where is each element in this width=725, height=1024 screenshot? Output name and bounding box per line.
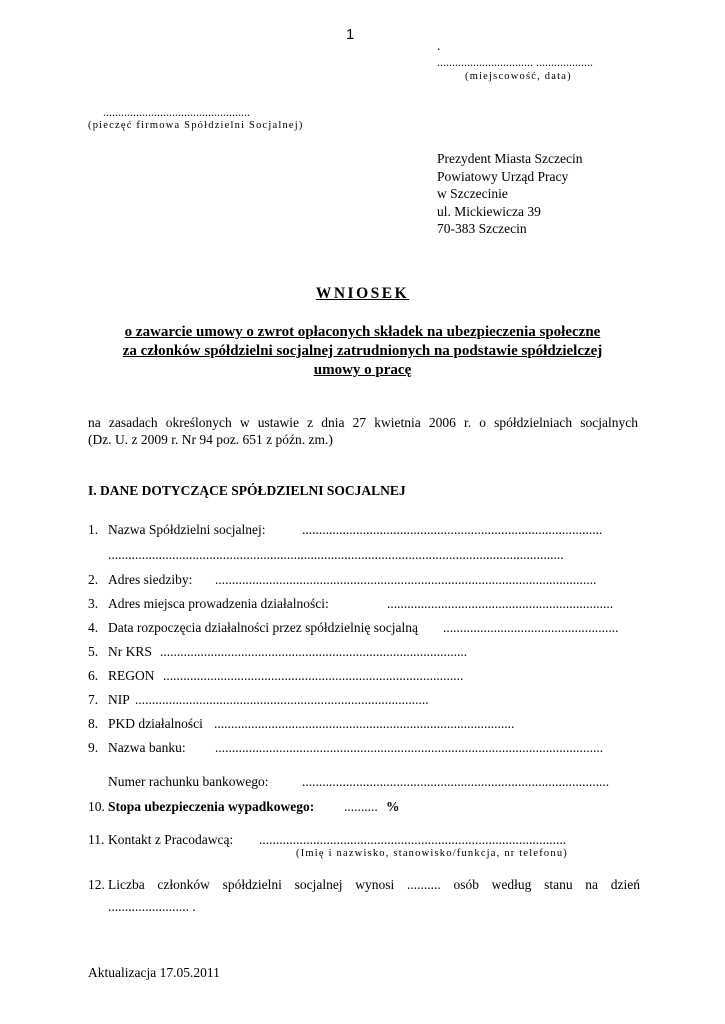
dot-mark: .	[437, 38, 441, 53]
addressee-line: ul. Mickiewicza 39	[437, 203, 541, 219]
subtitle-line: o zawarcie umowy o zwrot opłaconych składek na ubezpieczenia społeczne	[124, 324, 601, 340]
item-number: 12.	[88, 877, 105, 892]
item-label: Kontakt z Pracodawcą:	[108, 832, 234, 847]
stamp-field[interactable]: .................................................	[103, 105, 250, 119]
nip-field[interactable]: .......................................................................................	[135, 692, 429, 707]
addressee-line: 70-383 Szczecin	[437, 221, 527, 236]
item-number: 11.	[88, 832, 105, 847]
item-label: Data rozpoczęcia działalności przez spółdzielnię socjalną	[108, 620, 418, 635]
item-number: 10.	[88, 799, 105, 814]
item-label: Adres siedziby:	[108, 572, 193, 587]
item-label: REGON	[108, 668, 155, 683]
legal-basis-line1: na zasadach określonych w ustawie z dnia 27 kwietnia 2006 r. o spółdzielniach socjalnych	[88, 415, 638, 430]
update-note: Aktualizacja 17.05.2011	[88, 965, 220, 980]
company-name-field[interactable]: .........................................................................................	[302, 522, 603, 537]
employer-contact-field[interactable]: ...........................................................................................	[259, 832, 567, 847]
item-number: 1.	[88, 522, 99, 537]
section-heading: I. DANE DOTYCZĄCE SPÓŁDZIELNI SOCJALNEJ	[88, 483, 406, 498]
item-label: PKD działalności	[108, 716, 203, 731]
item-number: 4.	[88, 620, 99, 635]
addressee-line: Powiatowy Urząd Pracy	[437, 168, 569, 184]
document-subtitle	[0, 323, 725, 380]
address-field[interactable]: .................................................................................................................	[215, 572, 597, 587]
document-title: WNIOSEK	[315, 285, 410, 302]
item-number: 7.	[88, 692, 99, 707]
item-label: Nazwa Spółdzielni socjalnej:	[108, 522, 266, 537]
addressee-block	[437, 150, 582, 238]
legal-basis-line2: (Dz. U. z 2009 r. Nr 94 poz. 651 z późn. zm.)	[88, 432, 333, 447]
item-label: NIP	[108, 692, 130, 707]
item-label: Numer rachunku bankowego:	[108, 774, 269, 789]
item-number: 6.	[88, 668, 99, 683]
subtitle-line: umowy o pracę	[313, 362, 412, 378]
place-date-field[interactable]: ................................ ...................	[437, 55, 593, 69]
item-label: Adres miejsca prowadzenia działalności:	[108, 596, 329, 611]
stamp-label: (pieczęć firmowa Spółdzielni Socjalnej)	[88, 120, 304, 131]
contact-caption: (Imię i nazwisko, stanowisko/funkcja, nr telefonu)	[296, 848, 568, 859]
business-address-field[interactable]: ...................................................................	[387, 596, 614, 611]
item-number: 9.	[88, 740, 99, 755]
accident-rate-field[interactable]: ..........	[344, 799, 378, 814]
start-date-field[interactable]: ....................................................	[443, 620, 619, 635]
item-label: Nazwa banku:	[108, 740, 186, 755]
krs-field[interactable]: ...........................................................................................	[160, 644, 468, 659]
place-date-label: (miejscowość, data)	[465, 71, 572, 82]
members-count-label: Liczba członków spółdzielni socjalnej wynosi .......... osób według stanu na dzień	[108, 877, 640, 892]
item-number: 2.	[88, 572, 99, 587]
addressee-line: w Szczecinie	[437, 186, 508, 201]
company-name-field-continued[interactable]: .......................................................................................................................................	[108, 547, 564, 562]
bank-account-field[interactable]: ...........................................................................................	[302, 774, 610, 789]
regon-field[interactable]: .........................................................................................	[163, 668, 464, 683]
addressee-line: Prezydent Miasta Szczecin	[437, 151, 583, 166]
subtitle-line: za członków spółdzielni socjalnej zatrudnionych na podstawie spółdzielczej	[122, 343, 603, 359]
item-number: 8.	[88, 716, 99, 731]
members-date-field[interactable]: ........................ .	[108, 899, 196, 914]
item-number: 5.	[88, 644, 99, 659]
item-label: Stopa ubezpieczenia wypadkowego:	[108, 799, 315, 814]
bank-name-field[interactable]: ...................................................................................................................	[215, 740, 604, 755]
percent-sign: %	[386, 799, 400, 814]
item-label: Nr KRS	[108, 644, 152, 659]
page-number: 1	[346, 26, 355, 43]
pkd-field[interactable]: .........................................................................................	[214, 716, 515, 731]
item-number: 3.	[88, 596, 99, 611]
